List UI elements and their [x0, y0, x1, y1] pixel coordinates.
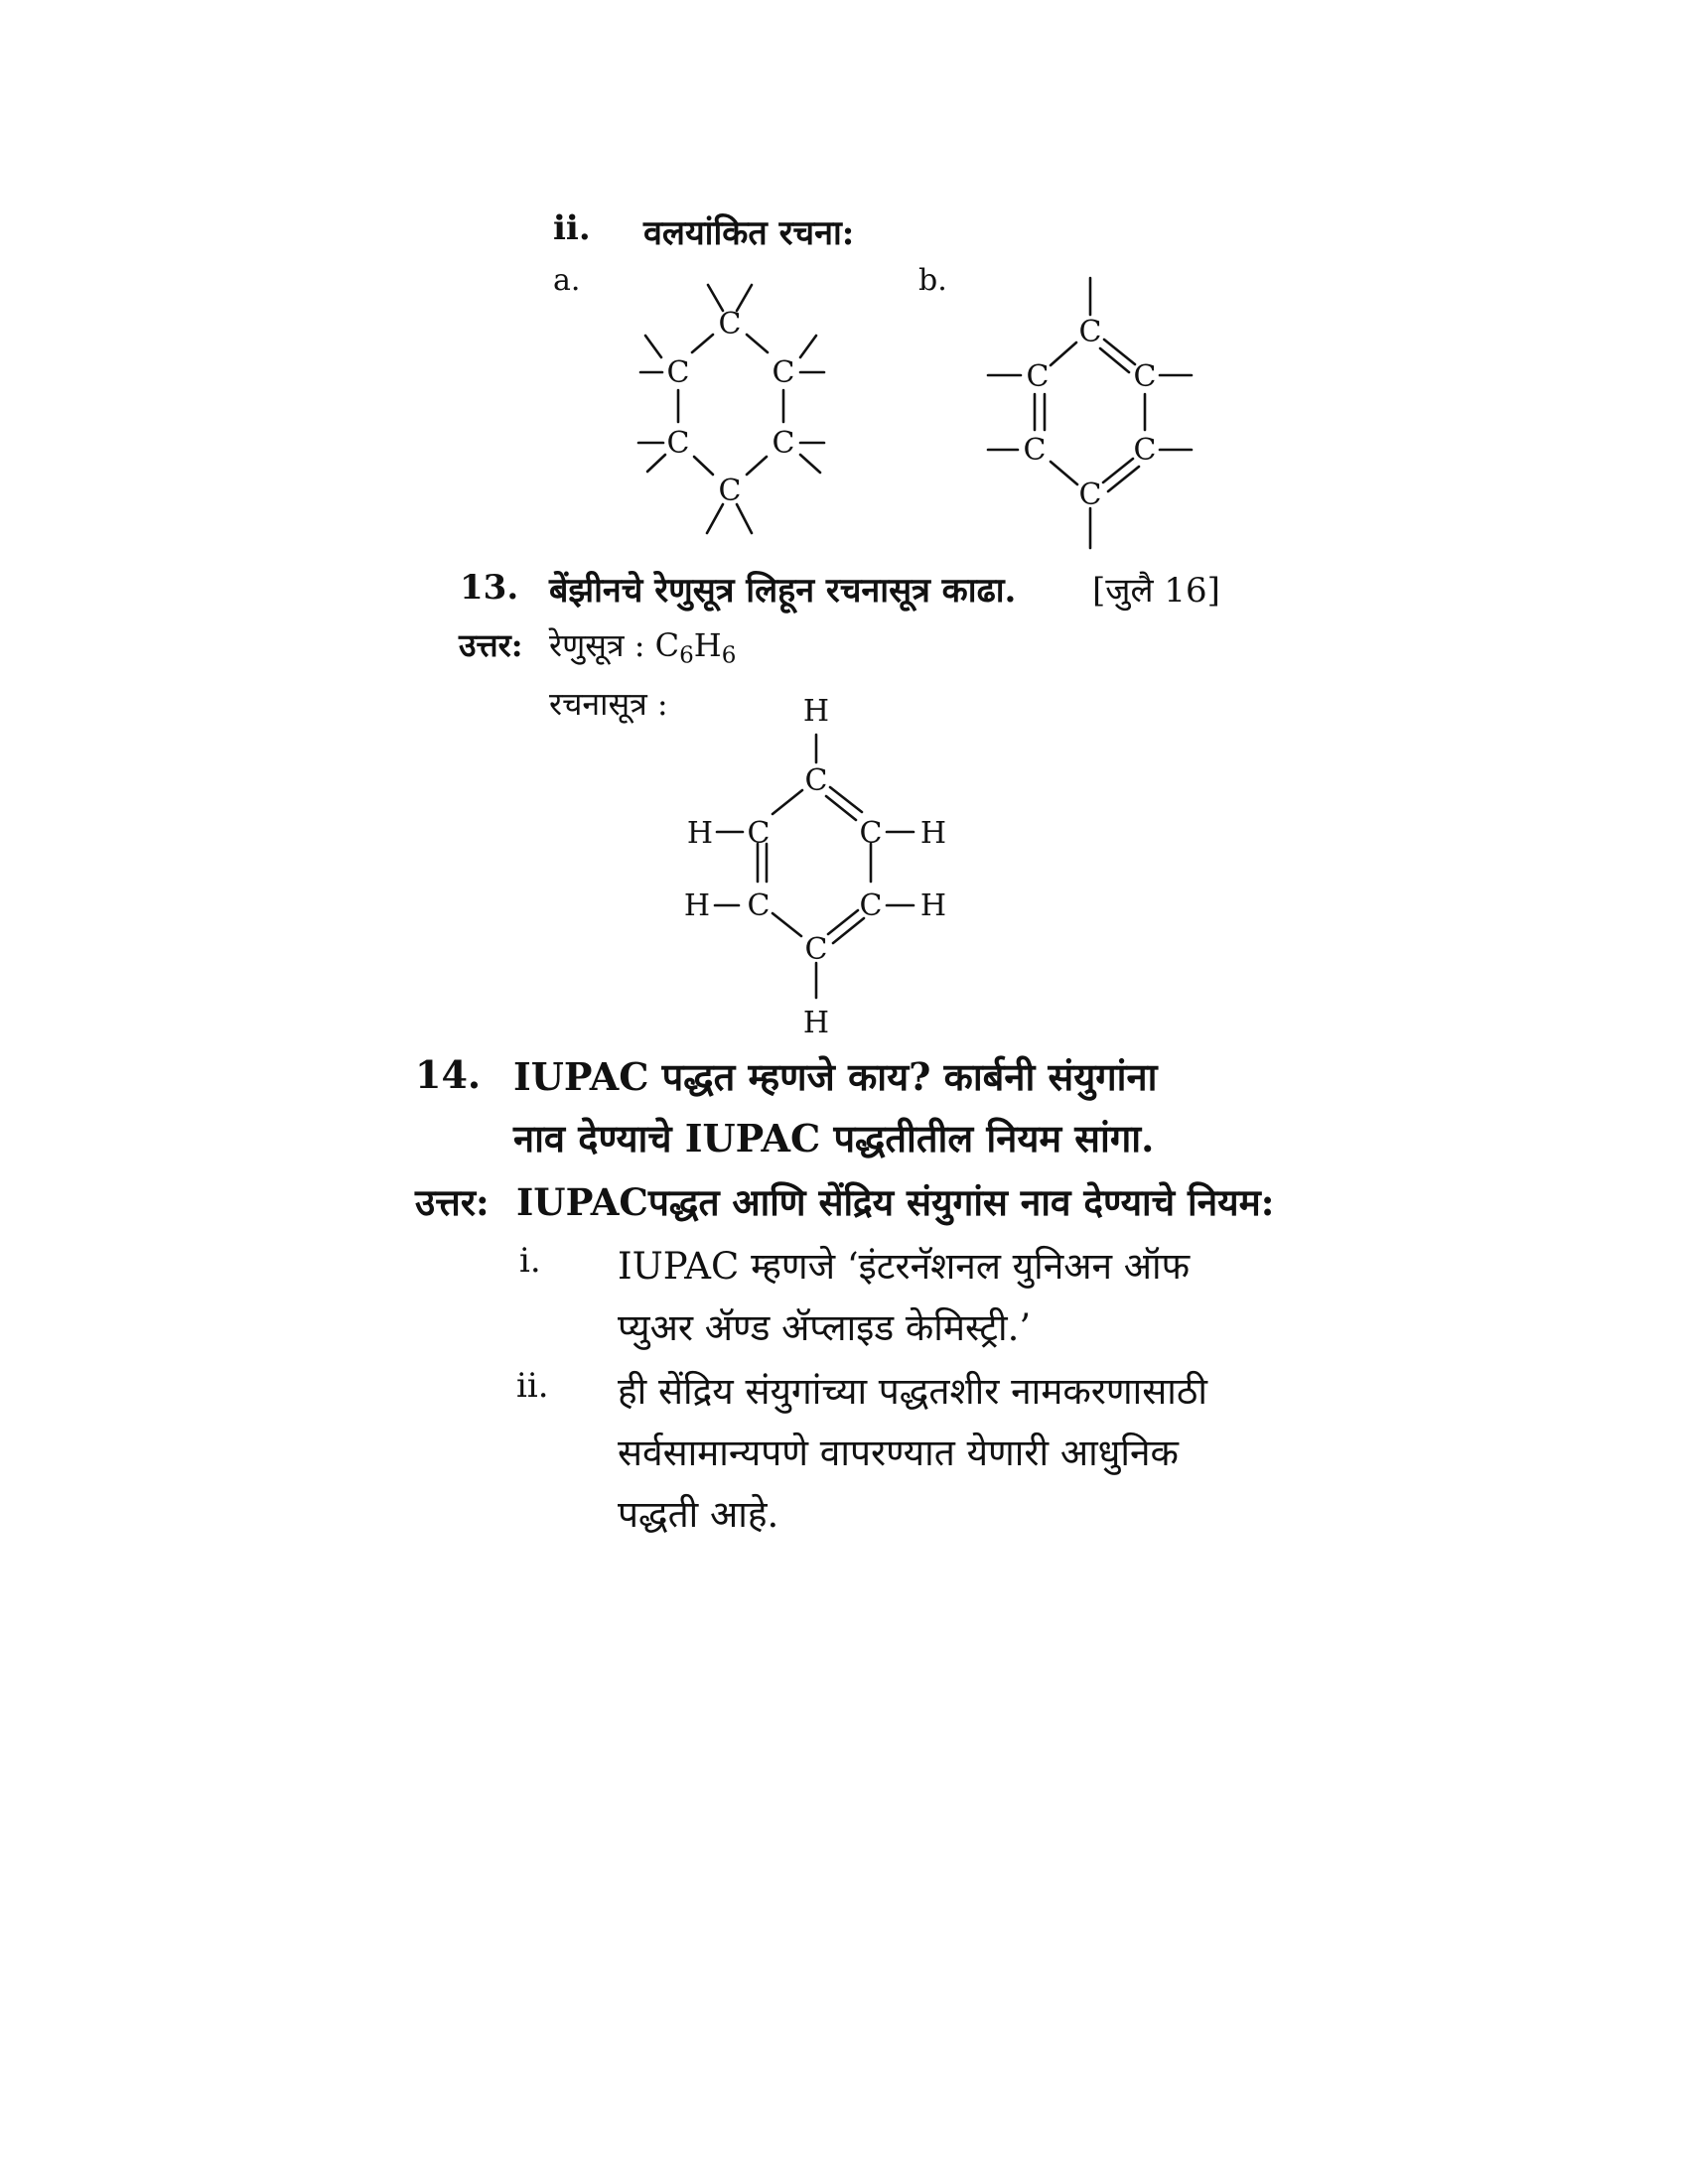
q14-answer-heading: IUPACपद्धत आणि सेंद्रिय संयुगांस नाव देण्याचे नियम:	[516, 1180, 1275, 1224]
formula-carbon: C	[654, 626, 680, 664]
list-item-line: ही सेंद्रिय संयुगांच्या पद्धतशीर नामकरणासाठी	[618, 1370, 1207, 1413]
hydrogen-atom: H	[919, 888, 947, 923]
carbon-atom: C	[859, 888, 883, 923]
carbon-atom: C	[666, 355, 690, 390]
carbon-atom: C	[666, 426, 690, 461]
carbon-atom: C	[747, 816, 771, 851]
formula-hydrogen: H	[693, 626, 722, 664]
carbon-atom: C	[772, 426, 795, 461]
formula-carbon-count: 6	[679, 642, 694, 669]
structure-a-label: a.	[553, 263, 581, 298]
carbon-atom: C	[804, 932, 828, 967]
carbon-atom: C	[1133, 359, 1157, 394]
hydrogen-atom: H	[919, 816, 947, 851]
q13-exam-tag: [जुलै 16]	[1092, 571, 1220, 611]
hydrogen-atom: H	[802, 1006, 830, 1040]
carbon-atom: C	[1023, 433, 1047, 468]
structural-formula-label: रचनासूत्र :	[549, 685, 668, 723]
carbon-atom: C	[804, 763, 828, 798]
list-item-line: पद्धती आहे.	[618, 1493, 779, 1536]
q14-answer-label: उत्तर:	[415, 1180, 490, 1224]
q13-answer-label: उत्तर:	[459, 626, 523, 664]
carbon-atom: C	[1078, 478, 1102, 512]
structure-b-label: b.	[918, 263, 947, 298]
carbon-atom: C	[718, 474, 742, 508]
list-item-line: प्युअर ॲण्ड ॲप्लाइड केमिस्ट्री.’	[618, 1306, 1032, 1349]
list-item-number: ii.	[516, 1366, 549, 1406]
list-item-line: सर्वसामान्यपणे वापरण्यात येणारी आधुनिक	[618, 1432, 1179, 1474]
q14-question-line2: नाव देण्याचे IUPAC पद्धतीतील नियम सांगा.	[513, 1116, 1155, 1160]
formula-hydrogen-count: 6	[721, 642, 737, 669]
hydrogen-atom: H	[686, 816, 714, 851]
carbon-atom: C	[1026, 359, 1050, 394]
molecular-formula-label: रेणुसूत्र :	[549, 626, 645, 664]
carbon-atom: C	[718, 307, 742, 341]
hydrogen-atom: H	[802, 694, 830, 729]
q13-number: 13.	[460, 568, 519, 608]
hydrogen-atom: H	[683, 888, 711, 923]
section-number: ii.	[553, 208, 591, 248]
q14-question-line1: IUPAC पद्धत म्हणजे काय? कार्बनी संयुगांना	[513, 1054, 1158, 1099]
list-item-number: i.	[519, 1241, 541, 1281]
list-item-line: IUPAC म्हणजे ‘इंटरनॅशनल युनिअन ऑफ	[618, 1245, 1191, 1288]
carbon-atom: C	[1078, 315, 1102, 349]
carbon-atom: C	[747, 888, 771, 923]
carbon-atom: C	[1133, 433, 1157, 468]
section-title: वलयांकित रचना:	[643, 213, 855, 253]
q14-number: 14.	[415, 1052, 482, 1097]
carbon-atom: C	[772, 355, 795, 390]
q13-question: बेंझीनचे रेणुसूत्र लिहून रचनासूत्र काढा.	[549, 571, 1017, 611]
carbon-atom: C	[859, 816, 883, 851]
